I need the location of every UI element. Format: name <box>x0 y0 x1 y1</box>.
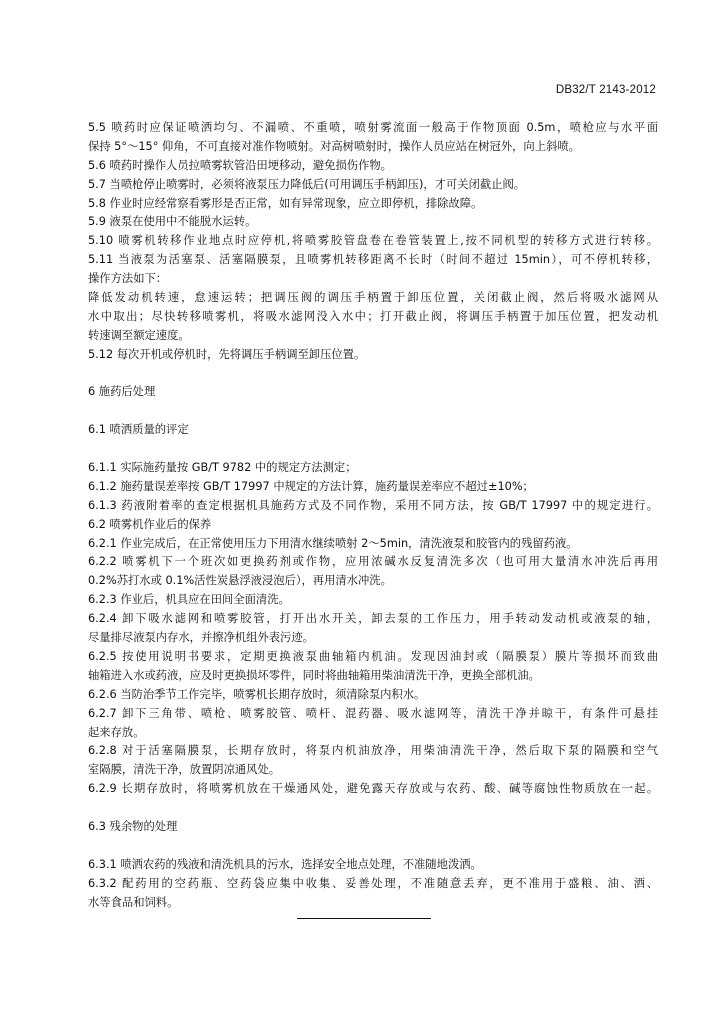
document-code: DB32/T 2143-2012 <box>555 84 656 96</box>
text-line: 6.2.2 喷雾机下一个班次如更换药剂或作物，应用浓碱水反复清洗多次（也可用大量清水冲洗后再用 <box>88 555 658 569</box>
text-line: 操作方法如下： <box>88 272 168 286</box>
text-line: 6.1.2 施药量误差率按 GB/T 17997 中规定的方法计算，施药量误差率应不超过±10%； <box>88 479 534 493</box>
text-line: 6 施药后处理 <box>88 385 156 399</box>
blank-line <box>88 402 658 421</box>
text-line: 6.3.1 喷洒农药的残液和清洗机具的污水，选择安全地点处理，不准随地泼洒。 <box>88 857 482 871</box>
text-line: 5.12 每次开机或停机时，先将调压手柄调至卸压位置。 <box>88 347 366 361</box>
text-line: 6.2.1 作业完成后，在正常使用压力下用清水继续喷射 2～5min，清洗液泵和胶管内的残留药液。 <box>88 536 578 550</box>
blank-line <box>88 365 658 384</box>
text-line: 轴箱进入水或药液，应及时更换损坏零件，同时将曲轴箱用柴油清洗干净，更换全部机油。 <box>88 668 540 682</box>
blank-line <box>88 799 658 818</box>
text-line: 5.9 液泵在使用中不能脱水运转。 <box>88 215 257 229</box>
text-line: 5.7 当喷枪停止喷雾时，必须将液泵压力降低后(可用调压手柄卸压)，才可关闭截止阀。 <box>88 177 526 191</box>
text-line: 降低发动机转速，怠速运转；把调压阀的调压手柄置于卸压位置，关闭截止阀，然后将吸水滤网从 <box>88 291 658 305</box>
text-line: 6.2.9 长期存放时，将喷雾机放在干燥通风处，避免露天存放或与农药、酸、碱等腐蚀性物质放在一起。 <box>88 782 658 796</box>
text-line: 5.10 喷雾机转移作业地点时应停机,将喷雾胶管盘卷在卷管装置上,按不同机型的转移方式进行转移。 <box>88 234 658 248</box>
text-line: 0.2%苏打水或 0.1%活性炭悬浮液浸泡后），再用清水冲洗。 <box>88 574 392 588</box>
text-line: 5.8 作业时应经常察看雾形是否正常，如有异常现象，应立即停机，排除故障。 <box>88 196 483 210</box>
text-line: 水中取出；尽快转移喷雾机，将吸水滤网没入水中；打开截止阀，将调压手柄置于加压位置，把发动机 <box>88 309 658 323</box>
end-rule <box>297 918 431 919</box>
text-line: 转速调至额定速度。 <box>88 328 190 342</box>
text-line: 6.3.2 配药用的空药瓶、空药袋应集中收集、妥善处理，不准随意丢弃，更不准用于盛粮、油、酒、 <box>88 876 658 890</box>
text-line: 6.2.8 对于活塞隔膜泵，长期存放时，将泵内机油放净，用柴油清洗干净，然后取下泵的隔膜和空气 <box>88 744 658 758</box>
text-line: 保持 5°～15° 仰角，不可直接对准作物喷射。对高树喷射时，操作人员应站在树冠外，向上斜喷。 <box>88 139 580 153</box>
page-body <box>88 119 658 912</box>
text-line: 6.1.3 药液附着率的查定根据机具施药方式及不同作物，采用不同方法，按 GB/T 17997 中的规定进行。 <box>88 498 658 512</box>
text-line: 6.2.6 当防治季节工作完毕，喷雾机长期存放时，须清除泵内积水。 <box>88 687 426 701</box>
text-line: 尽量排尽液泵内存水，并擦净机组外表污迹。 <box>88 631 314 645</box>
text-line: 6.2.3 作业后，机具应在田间全面清洗。 <box>88 593 290 607</box>
text-line: 5.5 喷药时应保证喷洒均匀、不漏喷、不重喷，喷射雾流面一般高于作物顶面 0.5m，喷枪应与水平面 <box>88 121 658 134</box>
text-line: 6.3 残余物的处理 <box>88 819 178 833</box>
text-line: 起来存放。 <box>88 725 145 739</box>
text-line: 6.2.4 卸下吸水滤网和喷雾胶管，打开出水开关，卸去泵的工作压力，用手转动发动机或液泵的轴， <box>88 612 658 626</box>
text-line: 5.11 当液泵为活塞泵、活塞隔膜泵，且喷雾机转移距离不长时（时间不超过 15min），可不停机转移， <box>88 253 658 267</box>
text-line: 6.2.7 卸下三角带、喷枪、喷雾胶管、喷杆、混药器、吸水滤网等，清洗干净并晾干，有条件可悬挂 <box>88 706 658 720</box>
blank-line <box>88 440 658 459</box>
text-line: 6.2 喷雾机作业后的保养 <box>88 517 212 531</box>
text-line: 6.2.5 按使用说明书要求，定期更换液泵曲轴箱内机油。发现因油封或（隔膜泵）膜片等损坏而致曲 <box>88 649 658 663</box>
text-line: 水等食品和饲料。 <box>88 895 179 909</box>
text-line: 室隔膜，清洗干净，放置阴凉通风处。 <box>88 763 281 777</box>
text-line: 6.1 喷洒质量的评定 <box>88 423 189 437</box>
blank-line <box>88 837 658 856</box>
text-line: 5.6 喷药时操作人员拉喷雾软管沿田埂移动，避免损伤作物。 <box>88 158 392 172</box>
text-line: 6.1.1 实际施药量按 GB/T 9782 中的规定方法测定； <box>88 461 357 475</box>
